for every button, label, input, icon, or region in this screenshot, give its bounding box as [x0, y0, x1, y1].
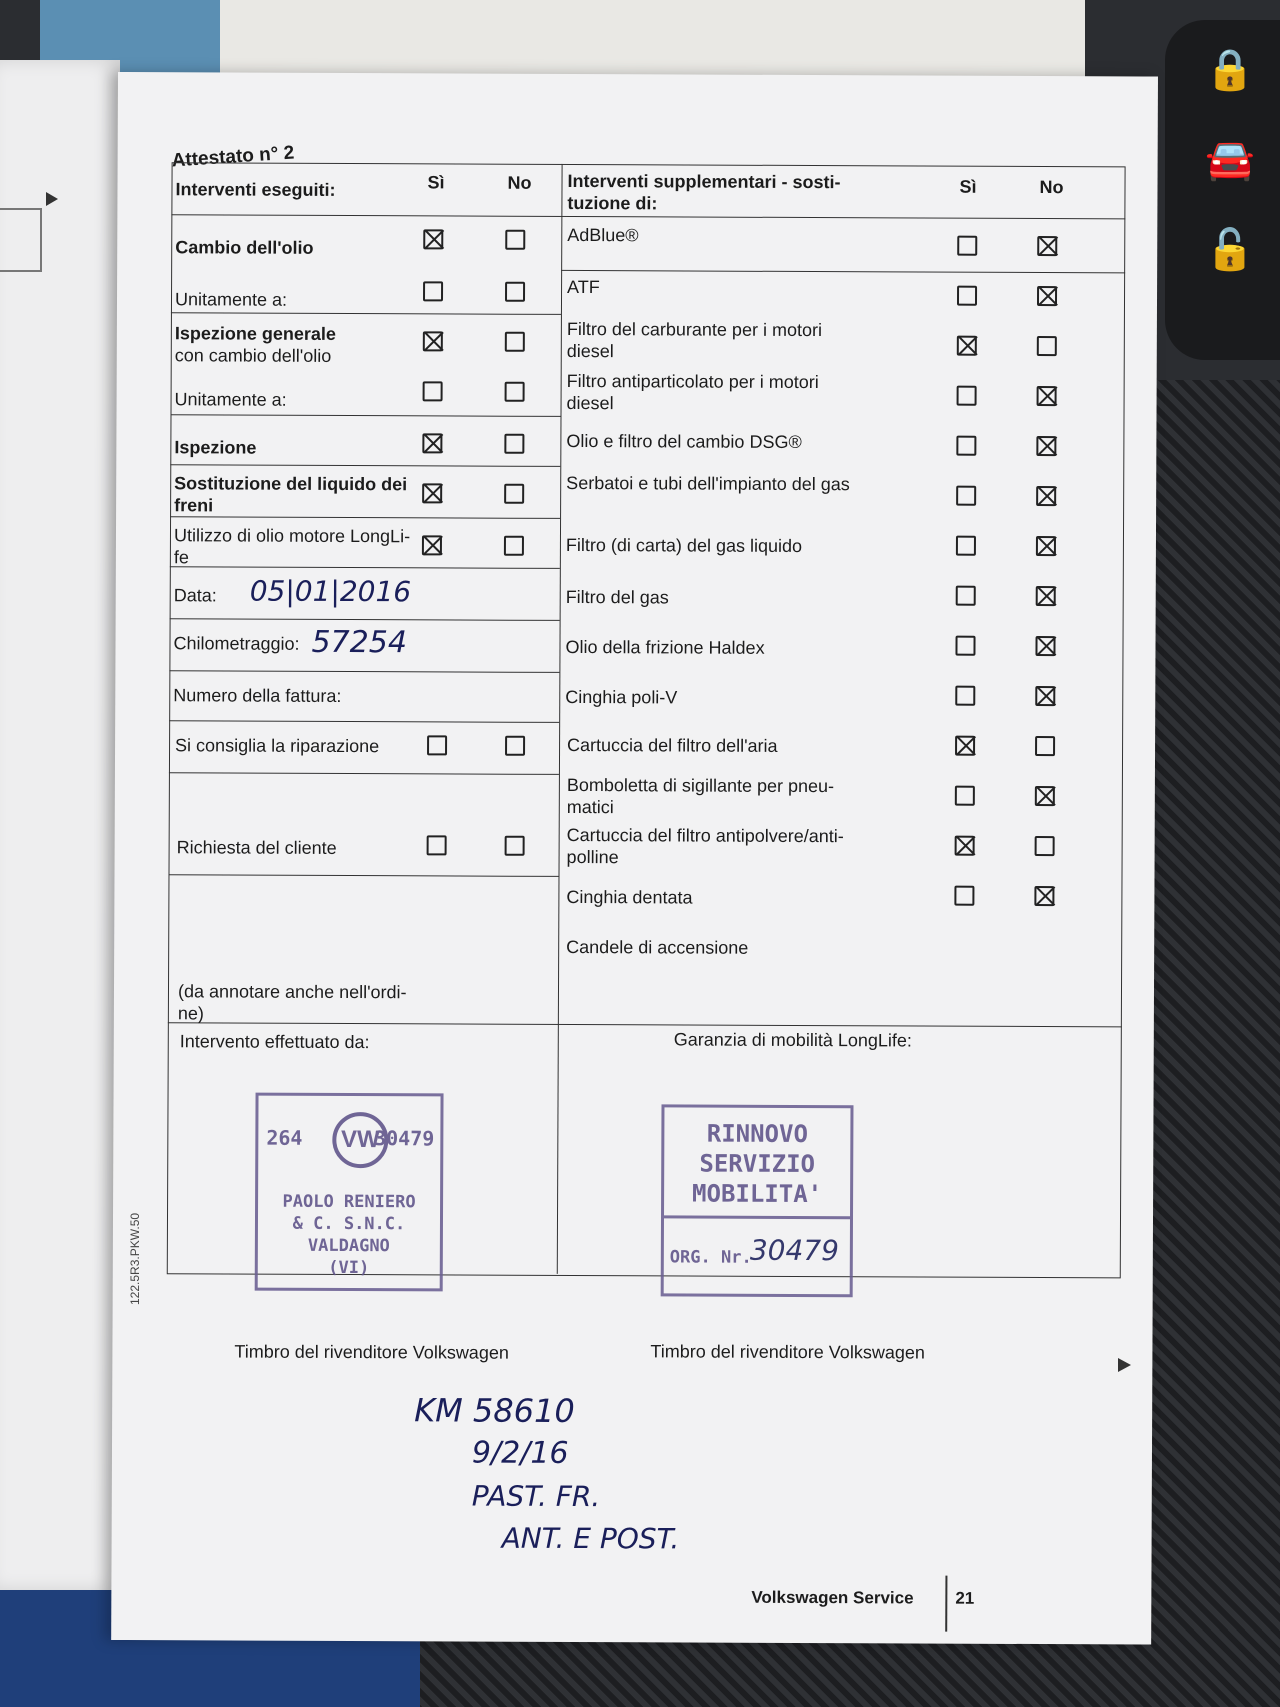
annotare-label: (da annotare anche nell'ordi-ne)	[177, 981, 407, 1024]
row-label: Ispezione	[174, 437, 257, 458]
row-label: Olio della frizione Haldex	[565, 636, 765, 658]
checkbox-atf-si[interactable]	[957, 286, 977, 306]
checkbox-haldex-si[interactable]	[955, 636, 975, 656]
page-number: 21	[955, 1588, 975, 1608]
checkbox-cinghia-poliv-si[interactable]	[955, 686, 975, 706]
checkbox-riparazione-no[interactable]	[505, 736, 525, 756]
left-page-box	[0, 208, 42, 272]
row-label: Olio e filtro del cambio DSG®	[566, 430, 802, 452]
checkbox-sigillante-no[interactable]	[1035, 786, 1055, 806]
next-page-arrow-icon	[1118, 1358, 1131, 1372]
checkbox-liquido-freni-no[interactable]	[504, 484, 524, 504]
data-value: 05|01|2016	[249, 574, 412, 609]
left-page-arrow-icon	[46, 192, 58, 206]
handwritten-line4: ANT. E POST.	[501, 1521, 680, 1556]
row-label: Cinghia poli-V	[565, 686, 678, 708]
checkbox-riparazione-si[interactable]	[427, 735, 447, 755]
dealer-stamp	[255, 1093, 444, 1292]
stamp-line2: & C. S.N.C.	[292, 1213, 406, 1235]
checkbox-unitamente-2-si[interactable]	[423, 381, 443, 401]
service-book-page	[111, 72, 1158, 1645]
row-label: Cartuccia del filtro dell'aria	[567, 734, 778, 756]
row-label: Unitamente a:	[174, 289, 288, 310]
row-label: AdBlue®	[567, 224, 639, 246]
checkbox-haldex-no[interactable]	[1035, 636, 1055, 656]
rinnovo-stamp	[661, 1104, 854, 1297]
rinnovo-line3: MOBILITA'	[692, 1179, 823, 1209]
data-label: Data:	[173, 585, 217, 606]
stamp-right-number: 30479	[374, 1126, 435, 1151]
checkbox-filtro-aria-si[interactable]	[955, 736, 975, 756]
checkbox-atf-no[interactable]	[1037, 286, 1057, 306]
checkbox-dsg-si[interactable]	[956, 436, 976, 456]
footer-divider	[945, 1576, 947, 1632]
car-trunk-icon: 🚘	[1205, 138, 1255, 182]
row-label: Cinghia dentata	[566, 886, 693, 908]
checkbox-serbatoi-gas-no[interactable]	[1036, 486, 1056, 506]
km-label: Chilometraggio:	[173, 633, 300, 654]
checkbox-richiesta-si[interactable]	[427, 835, 447, 855]
rinnovo-divider	[664, 1215, 850, 1219]
left-col-si: Sì	[427, 172, 445, 193]
row-label: Filtro (di carta) del gas liquido	[565, 534, 803, 556]
dealer-stamp-caption: Timbro del rivenditore Volkswagen	[234, 1341, 509, 1363]
left-col-title: Interventi eseguiti:	[175, 179, 336, 200]
row-label: Cartuccia del filtro antipolvere/anti-polline	[566, 824, 844, 868]
row-label: Serbatoi e tubi dell'impianto del gas	[566, 472, 850, 495]
stamp-left-number: 264	[266, 1125, 303, 1150]
checkbox-unitamente-2-no[interactable]	[505, 382, 525, 402]
checkbox-filtro-gas-si[interactable]	[956, 586, 976, 606]
right-col-si: Sì	[959, 176, 977, 197]
checkbox-antiparticolato-si[interactable]	[957, 386, 977, 406]
row-label: Sostituzione del liquido dei freni	[174, 473, 408, 516]
riparazione-label: Si consiglia la riparazione	[175, 735, 380, 757]
lock-icon: 🔒	[1205, 48, 1255, 92]
stamp-line3: VALDAGNO	[307, 1235, 390, 1257]
rinnovo-org-value: 30479	[749, 1233, 840, 1268]
mobility-stamp-caption: Timbro del rivenditore Volkswagen	[650, 1341, 925, 1363]
rinnovo-org-label: ORG. Nr.	[669, 1247, 752, 1268]
checkbox-cinghia-poliv-no[interactable]	[1035, 686, 1055, 706]
stamp-line1: PAOLO RENIERO	[282, 1191, 416, 1213]
row-label: Unitamente a:	[174, 389, 287, 410]
right-col-no: No	[1039, 177, 1064, 198]
row-label: Filtro del carburante per i motori diesel	[566, 318, 823, 362]
left-col-no: No	[507, 172, 532, 193]
row-label: Cambio dell'olio	[175, 237, 314, 258]
checkbox-ispezione-no[interactable]	[504, 434, 524, 454]
checkbox-filtro-aria-no[interactable]	[1035, 736, 1055, 756]
km-value: 57254	[311, 624, 408, 661]
checkbox-filtro-gas-liquido-si[interactable]	[956, 536, 976, 556]
checkbox-filtro-gas-no[interactable]	[1036, 586, 1056, 606]
checkbox-liquido-freni-si[interactable]	[422, 483, 442, 503]
richiesta-label: Richiesta del cliente	[176, 837, 337, 858]
checkbox-longlife-no[interactable]	[504, 536, 524, 556]
checkbox-cambio-olio-si[interactable]	[423, 229, 443, 249]
rinnovo-line1: RINNOVO	[706, 1119, 809, 1149]
checkbox-ispezione-generale-no[interactable]	[505, 332, 525, 352]
intervento-label: Intervento effettuato da:	[179, 1031, 370, 1053]
row-label: Utilizzo di olio motore LongLi-fe	[173, 525, 411, 568]
checkbox-adblue-no[interactable]	[1037, 236, 1057, 256]
checkbox-unitamente-1-no[interactable]	[505, 282, 525, 302]
unlock-icon: 🔓	[1205, 228, 1255, 272]
row-label: ATF	[567, 276, 600, 298]
checkbox-ispezione-si[interactable]	[422, 433, 442, 453]
handwritten-line1: KM 58610	[414, 1391, 575, 1431]
checkbox-filtro-carburante-si[interactable]	[957, 336, 977, 356]
garanzia-label: Garanzia di mobilità LongLife:	[673, 1029, 912, 1051]
row-label: Candele di accensione	[566, 936, 749, 958]
checkbox-unitamente-1-si[interactable]	[423, 281, 443, 301]
row-label: Ispezione generale	[174, 323, 336, 344]
row-sublabel: con cambio dell'olio	[174, 345, 332, 366]
checkbox-serbatoi-gas-si[interactable]	[956, 486, 976, 506]
checkbox-filtro-gas-liquido-no[interactable]	[1036, 536, 1056, 556]
row-label: Filtro antiparticolato per i motori diesel	[566, 370, 819, 414]
checkbox-filtro-carburante-no[interactable]	[1037, 336, 1057, 356]
checkbox-richiesta-no[interactable]	[505, 836, 525, 856]
checkbox-antiparticolato-no[interactable]	[1037, 386, 1057, 406]
right-col-title: Interventi supplementari - sosti-tuzione di:	[567, 170, 841, 214]
checkbox-cambio-olio-no[interactable]	[505, 230, 525, 250]
handwritten-line3: PAST. FR.	[471, 1479, 601, 1514]
checkbox-antipolline-no[interactable]	[1035, 836, 1055, 856]
checkbox-cinghia-dentata-no[interactable]	[1034, 886, 1054, 906]
stamp-line4: (VI)	[328, 1257, 370, 1279]
checkbox-sigillante-si[interactable]	[955, 786, 975, 806]
background-sheet	[95, 0, 1085, 80]
checkbox-adblue-si[interactable]	[957, 236, 977, 256]
rinnovo-line2: SERVIZIO	[699, 1149, 816, 1179]
handwritten-line2: 9/2/16	[471, 1435, 569, 1471]
checkbox-dsg-no[interactable]	[1036, 436, 1056, 456]
left-page	[0, 60, 120, 1590]
vw-logo-icon: VW	[332, 1112, 388, 1168]
page-title: Attestato n° 2	[171, 142, 295, 172]
checkbox-longlife-si[interactable]	[422, 535, 442, 555]
checkbox-cinghia-dentata-si[interactable]	[954, 886, 974, 906]
side-code: 122.5R3.PKW.50	[128, 1212, 142, 1305]
fattura-label: Numero della fattura:	[173, 685, 342, 706]
checkbox-ispezione-generale-si[interactable]	[423, 331, 443, 351]
row-label: Filtro del gas	[565, 586, 669, 608]
checkbox-antipolline-si[interactable]	[955, 836, 975, 856]
row-label: Bomboletta di sigillante per pneu-matici	[566, 774, 835, 818]
footer-brand: Volkswagen Service	[751, 1587, 914, 1608]
